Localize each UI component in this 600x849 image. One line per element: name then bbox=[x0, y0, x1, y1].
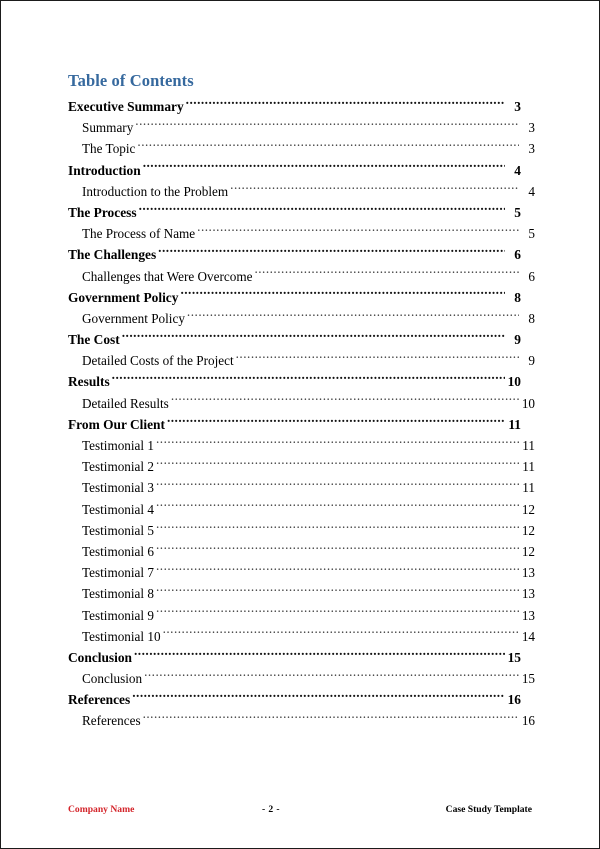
toc-entry-label: Testimonial 7 bbox=[82, 565, 154, 581]
toc-entry[interactable] bbox=[68, 393, 535, 414]
toc-dot-leader bbox=[187, 310, 519, 323]
toc-entry[interactable] bbox=[68, 583, 535, 604]
toc-dot-leader bbox=[158, 246, 505, 259]
toc-entry[interactable] bbox=[68, 371, 521, 392]
toc-entry[interactable] bbox=[68, 138, 535, 159]
toc-entry-label: Results bbox=[68, 374, 110, 390]
toc-entry-page-number: 3 bbox=[528, 120, 535, 136]
toc-entry-label: The Cost bbox=[68, 332, 120, 348]
toc-dot-leader bbox=[180, 288, 505, 301]
toc-entry[interactable] bbox=[68, 160, 521, 181]
toc-dot-leader bbox=[197, 225, 519, 238]
toc-entry[interactable] bbox=[68, 96, 521, 117]
toc-entry-label: Conclusion bbox=[68, 649, 132, 665]
toc-dot-leader bbox=[156, 479, 519, 492]
toc-entry-label: References bbox=[82, 713, 141, 729]
toc-entry-page-number: 5 bbox=[514, 204, 521, 220]
toc-entry-page-number: 4 bbox=[514, 162, 521, 178]
toc-dot-leader bbox=[144, 670, 519, 683]
toc-entry[interactable] bbox=[68, 605, 535, 626]
toc-entry-page-number: 4 bbox=[528, 183, 535, 199]
toc-entry[interactable] bbox=[68, 520, 535, 541]
toc-entry-label: Introduction to the Problem bbox=[82, 183, 229, 199]
toc-dot-leader bbox=[156, 522, 519, 535]
toc-entry-label: Executive Summary bbox=[68, 99, 184, 114]
toc-entry-page-number: 16 bbox=[507, 692, 521, 708]
toc-entry-label: Testimonial 1 bbox=[82, 438, 154, 453]
toc-entry-label: Detailed Results bbox=[82, 395, 169, 411]
toc-entry[interactable] bbox=[68, 202, 521, 223]
page-title: Table of Contents bbox=[68, 71, 194, 90]
toc-dot-leader bbox=[139, 204, 505, 217]
toc-entry-page-number: 12 bbox=[521, 501, 535, 517]
toc-entry-label: Government Policy bbox=[68, 289, 179, 305]
toc-entry-page-number: 11 bbox=[522, 459, 535, 475]
toc-dot-leader bbox=[143, 161, 505, 174]
toc-dot-leader bbox=[122, 331, 505, 344]
toc-entry-page-number: 9 bbox=[528, 353, 535, 369]
toc-entry-label: From Our Client bbox=[68, 416, 165, 432]
toc-entry-page-number: 6 bbox=[514, 247, 521, 263]
toc-dot-leader bbox=[156, 606, 519, 619]
toc-entry-label: Summary bbox=[82, 120, 134, 136]
toc-entry-page-number: 5 bbox=[528, 226, 535, 242]
toc-entry-label: The Process bbox=[68, 204, 137, 220]
toc-dot-leader bbox=[171, 394, 519, 407]
toc-entry[interactable] bbox=[68, 287, 521, 308]
toc-entry-page-number: 11 bbox=[522, 480, 535, 496]
toc-dot-leader bbox=[132, 691, 505, 704]
toc-entry[interactable] bbox=[68, 562, 535, 583]
toc-entry-page-number: 14 bbox=[521, 628, 535, 644]
toc-entry-page-number: 11 bbox=[522, 438, 535, 453]
toc-entry-page-number: 9 bbox=[514, 332, 521, 348]
toc-entry-label: Testimonial 6 bbox=[82, 543, 154, 559]
toc-entry-label: Government Policy bbox=[82, 310, 185, 326]
toc-entry-label: Testimonial 5 bbox=[82, 522, 154, 538]
toc-dot-leader bbox=[156, 585, 519, 598]
toc-entry-page-number: 12 bbox=[521, 522, 535, 538]
toc-dot-leader bbox=[254, 267, 519, 280]
toc-dot-leader bbox=[156, 458, 519, 471]
page-content bbox=[68, 71, 535, 732]
toc-entry-label: Challenges that Were Overcome bbox=[82, 268, 253, 284]
toc-entry[interactable] bbox=[68, 117, 535, 138]
toc-dot-leader bbox=[236, 352, 519, 365]
toc-entry-page-number: 13 bbox=[521, 586, 535, 602]
toc-dot-leader bbox=[156, 437, 519, 450]
toc-entry-page-number: 13 bbox=[521, 565, 535, 581]
toc-entry-page-number: 16 bbox=[521, 713, 535, 729]
toc-dot-leader bbox=[156, 500, 519, 513]
footer-page-number: - 2 - bbox=[262, 804, 280, 815]
toc-entry[interactable] bbox=[68, 223, 535, 244]
toc-entry[interactable] bbox=[68, 456, 535, 477]
toc-entry[interactable] bbox=[68, 647, 521, 668]
toc-entry-page-number: 12 bbox=[521, 543, 535, 559]
toc-dot-leader bbox=[134, 648, 505, 661]
toc-dot-leader bbox=[186, 98, 505, 111]
toc-entry-page-number: 8 bbox=[528, 310, 535, 326]
toc-entry-label: Testimonial 10 bbox=[82, 628, 161, 644]
toc-entry[interactable] bbox=[68, 414, 521, 435]
table-of-contents-list bbox=[68, 96, 535, 732]
toc-entry-page-number: 6 bbox=[528, 268, 535, 284]
toc-entry-page-number: 3 bbox=[514, 99, 521, 114]
toc-entry[interactable] bbox=[68, 668, 535, 689]
toc-entry-page-number: 10 bbox=[507, 374, 521, 390]
toc-entry[interactable] bbox=[68, 244, 521, 265]
toc-entry-label: Detailed Costs of the Project bbox=[82, 353, 234, 369]
toc-entry-label: The Process of Name bbox=[82, 226, 196, 242]
toc-dot-leader bbox=[135, 119, 519, 132]
footer-company-name: Company Name bbox=[68, 804, 135, 815]
toc-entry[interactable] bbox=[68, 626, 535, 647]
toc-entry[interactable] bbox=[68, 541, 535, 562]
toc-entry-page-number: 15 bbox=[521, 671, 535, 687]
toc-entry[interactable] bbox=[68, 308, 535, 329]
page-footer bbox=[68, 804, 532, 815]
toc-entry[interactable] bbox=[68, 689, 521, 710]
toc-entry-label: The Challenges bbox=[68, 247, 157, 263]
toc-entry-label: References bbox=[68, 692, 131, 708]
toc-entry-label: Testimonial 8 bbox=[82, 586, 154, 602]
toc-entry[interactable] bbox=[68, 181, 535, 202]
toc-entry[interactable] bbox=[68, 435, 535, 456]
toc-entry-label: Introduction bbox=[68, 162, 141, 178]
toc-entry[interactable] bbox=[68, 329, 521, 350]
toc-entry[interactable] bbox=[68, 266, 535, 287]
toc-dot-leader bbox=[143, 712, 519, 725]
toc-entry-page-number: 15 bbox=[507, 649, 521, 665]
footer-document-title: Case Study Template bbox=[445, 804, 532, 815]
toc-dot-leader bbox=[112, 373, 505, 386]
toc-entry-page-number: 10 bbox=[521, 395, 535, 411]
toc-entry-label: Conclusion bbox=[82, 671, 143, 687]
toc-dot-leader bbox=[230, 183, 519, 196]
toc-entry-label: Testimonial 3 bbox=[82, 480, 154, 496]
toc-entry-page-number: 11 bbox=[508, 416, 521, 432]
toc-entry-label: Testimonial 2 bbox=[82, 459, 154, 475]
toc-entry-label: Testimonial 9 bbox=[82, 607, 154, 623]
toc-dot-leader bbox=[163, 628, 519, 641]
toc-entry-page-number: 13 bbox=[521, 607, 535, 623]
toc-entry[interactable] bbox=[68, 350, 535, 371]
toc-dot-leader bbox=[156, 564, 519, 577]
toc-entry-page-number: 3 bbox=[528, 141, 535, 157]
toc-entry[interactable] bbox=[68, 710, 535, 731]
toc-entry-label: Testimonial 4 bbox=[82, 501, 154, 517]
toc-dot-leader bbox=[137, 140, 519, 153]
toc-entry-page-number: 8 bbox=[514, 289, 521, 305]
toc-dot-leader bbox=[156, 543, 519, 556]
toc-entry-label: The Topic bbox=[82, 141, 136, 157]
toc-dot-leader bbox=[167, 415, 505, 428]
toc-entry[interactable] bbox=[68, 499, 535, 520]
toc-entry[interactable] bbox=[68, 477, 535, 498]
